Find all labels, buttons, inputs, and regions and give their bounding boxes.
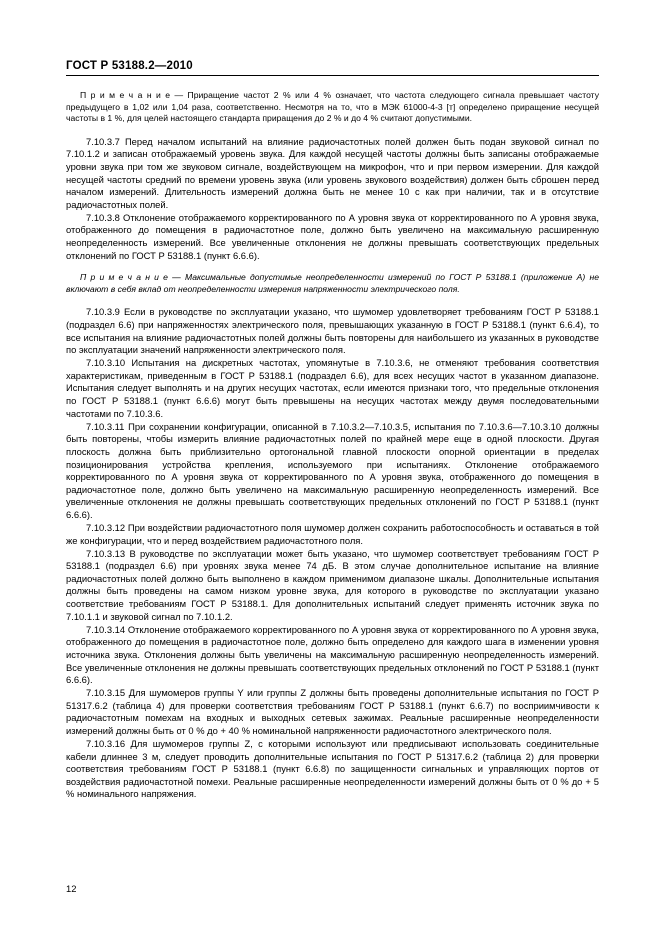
clause-7-10-3-15: 7.10.3.15 Для шумомеров группы Y или группы Z должны быть проведены дополнительные испытания по ГОСТ Р 51317.6.2 (таблица 4) для проверки соответствия требованиям ГОСТ Р 53188.1 (пункт 6.6.7) по восприимчивости к радиочастотным помехам на входных и выходных сетевых зажимах. Реальные расширенные неопределенности измерений должны быть от 0 % до + 40 % номинальной напряженности радиочастотного электрического поля. <box>66 687 599 736</box>
clause-7-10-3-11: 7.10.3.11 При сохранении конфигурации, описанной в 7.10.3.2—7.10.3.5, испытания по 7.10.3.6—7.10.3.10 должны быть повторены, чтобы измерить влияние радиочастотных полей по крайней мере еще в одной плоскости. Другая плоскость должна быть приблизительно ортогональной главной плоскости опорной ориентации в пределах позиционирования устройства крепления, используемого при испытаниях. Отклонение отображаемого корректированного по А уровня звука от корректированного по А уровня звука, отображенного до помещения в радиочастотное поле, должно быть увеличено на максимальную расширенную неопределенность измерений. Все увеличенные отклонения не должны превышать соответствующих предельных отклонений по ГОСТ Р 53188.1 (пункт 6.6.6). <box>66 420 599 520</box>
note-1-text: П р и м е ч а н и е — Приращение частот 2 % или 4 % означает, что частота следующего сигнала превышает частоту предыдущего в 1,02 или 1,04 раза, соответственно. Несмотря на то, что в МЭК 61000-4-3 [т] определено приращение несущей частоты в 1 %, для целей настоящего стандарта приращения до 2 % и до 4 % считают допустимыми. <box>66 90 599 124</box>
note-paragraph-2 <box>66 272 599 295</box>
clause-7-10-3-9: 7.10.3.9 Если в руководстве по эксплуатации указано, что шумомер удовлетворяет требованиям ГОСТ Р 53188.1 (подраздел 6.6) при напряженностях электрического поля, превышающих указанную в ГОСТ Р 53188.1 (пункт 6.6.4), то все испытания на влияние радиочастотных полей должны быть повторены для наибольшего из указанных в руководстве по эксплуатации значений напряженности электрического поля. <box>66 306 599 356</box>
note-2-text: П р и м е ч а н и е — Максимальные допустимые неопределенности измерений по ГОСТ Р 53188.1 (приложение А) не включают в себя вклад от неопределенности измерения напряженности электрического поля. <box>66 272 599 294</box>
clause-7-10-3-12: 7.10.3.12 При воздействии радиочастотного поля шумомер должен сохранить работоспособность и оставаться в той же конфигурации, что и перед воздействием радиочастотного поля. <box>66 522 599 546</box>
page-header: ГОСТ Р 53188.2—2010 <box>66 60 599 76</box>
clause-7-10-3-13: 7.10.3.13 В руководстве по эксплуатации может быть указано, что шумомер соответствует требованиям ГОСТ Р 53188.1 (подраздел 6.6) при уровнях звука менее 74 дБ. В этом случае дополнительное испытание на влияние радиочастотных полей должно быть выполнено в каждом применимом диапазоне шкалы. Дополнительные испытания должны быть проведены на самом низком уровне звука, для которого в руководстве по эксплуатации указано соответствие требованиям ГОСТ Р 53188.1. Для дополнительных испытаний следует применять источник звука по 7.10.1.1 и звуковой сигнал по 7.10.1.2. <box>66 547 599 622</box>
clause-7-10-3-7: 7.10.3.7 Перед началом испытаний на влияние радиочастотных полей должен быть подан звуковой сигнал по 7.10.1.2 и записан отображаемый уровень звука. Для каждой несущей частоты должны быть записаны отображаемые уровни звука при том же звуковом сигнале, воздействующем на микрофон, что и при первом измерении. Для каждой несущей частоты средний по времени уровень звука (или уровень звукового воздействия) должен быть сброшен перед началом измерений. Длительность измерений должна быть не менее 10 с как при наличии, так и в отсутствие радиочастотных полей. <box>66 135 599 210</box>
note-paragraph-1 <box>66 90 599 125</box>
page-number: 12 <box>66 883 77 894</box>
clause-7-10-3-10: 7.10.3.10 Испытания на дискретных частотах, упомянутые в 7.10.3.6, не отменяют требования соответствия характеристикам, приведенным в ГОСТ Р 53188.1 (подраздел 6.6), для всех несущих частот в указанном диапазоне. Испытания следует выполнять и на других несущих частотах, если имеются признаки того, что предельные отклонения по ГОСТ Р 53188.1 (пункт 6.6.6) могут быть превышены на несущих частотах между двумя последовательными частотами по 7.10.3.6. <box>66 357 599 419</box>
clause-7-10-3-14: 7.10.3.14 Отклонение отображаемого корректированного по А уровня звука от корректированного по А уровня звука, отображенного до помещения в радиочастотное поле, должно быть определено для каждого шага в изменении уровня источника звука. Отклонения должны быть увеличены на максимальную расширенную неопределенность измерений. Все увеличенные отклонения не должны превышать соответствующих предельных отклонений по ГОСТ Р 53188.1 (пункт 6.6.6). <box>66 623 599 686</box>
clause-7-10-3-8: 7.10.3.8 Отклонение отображаемого корректированного по А уровня звука от корректированного по А уровня звука, отображенного до помещения в радиочастотное поле, должно быть увеличено на максимальную расширенную неопределенность измерений. Все увеличенные отклонения не должны превышать соответствующих предельных отклонений по ГОСТ Р 53188.1 (пункт 6.6.6). <box>66 211 599 261</box>
clause-7-10-3-16: 7.10.3.16 Для шумомеров группы Z, с которыми используют или предписывают использовать соединительные кабели длиннее 3 м, следует проводить дополнительные испытания по ГОСТ Р 51317.6.2 (таблица 2) для проверки соответствия требованиям ГОСТ Р 53188.1 (пункт 6.6.8) по защищенности сигнальных и управляющих портов от воздействия радиочастотной помехи. Реальные расширенные неопределенности измерений должны быть от 0 % до + 5 % номинального напряжения. <box>66 738 599 800</box>
